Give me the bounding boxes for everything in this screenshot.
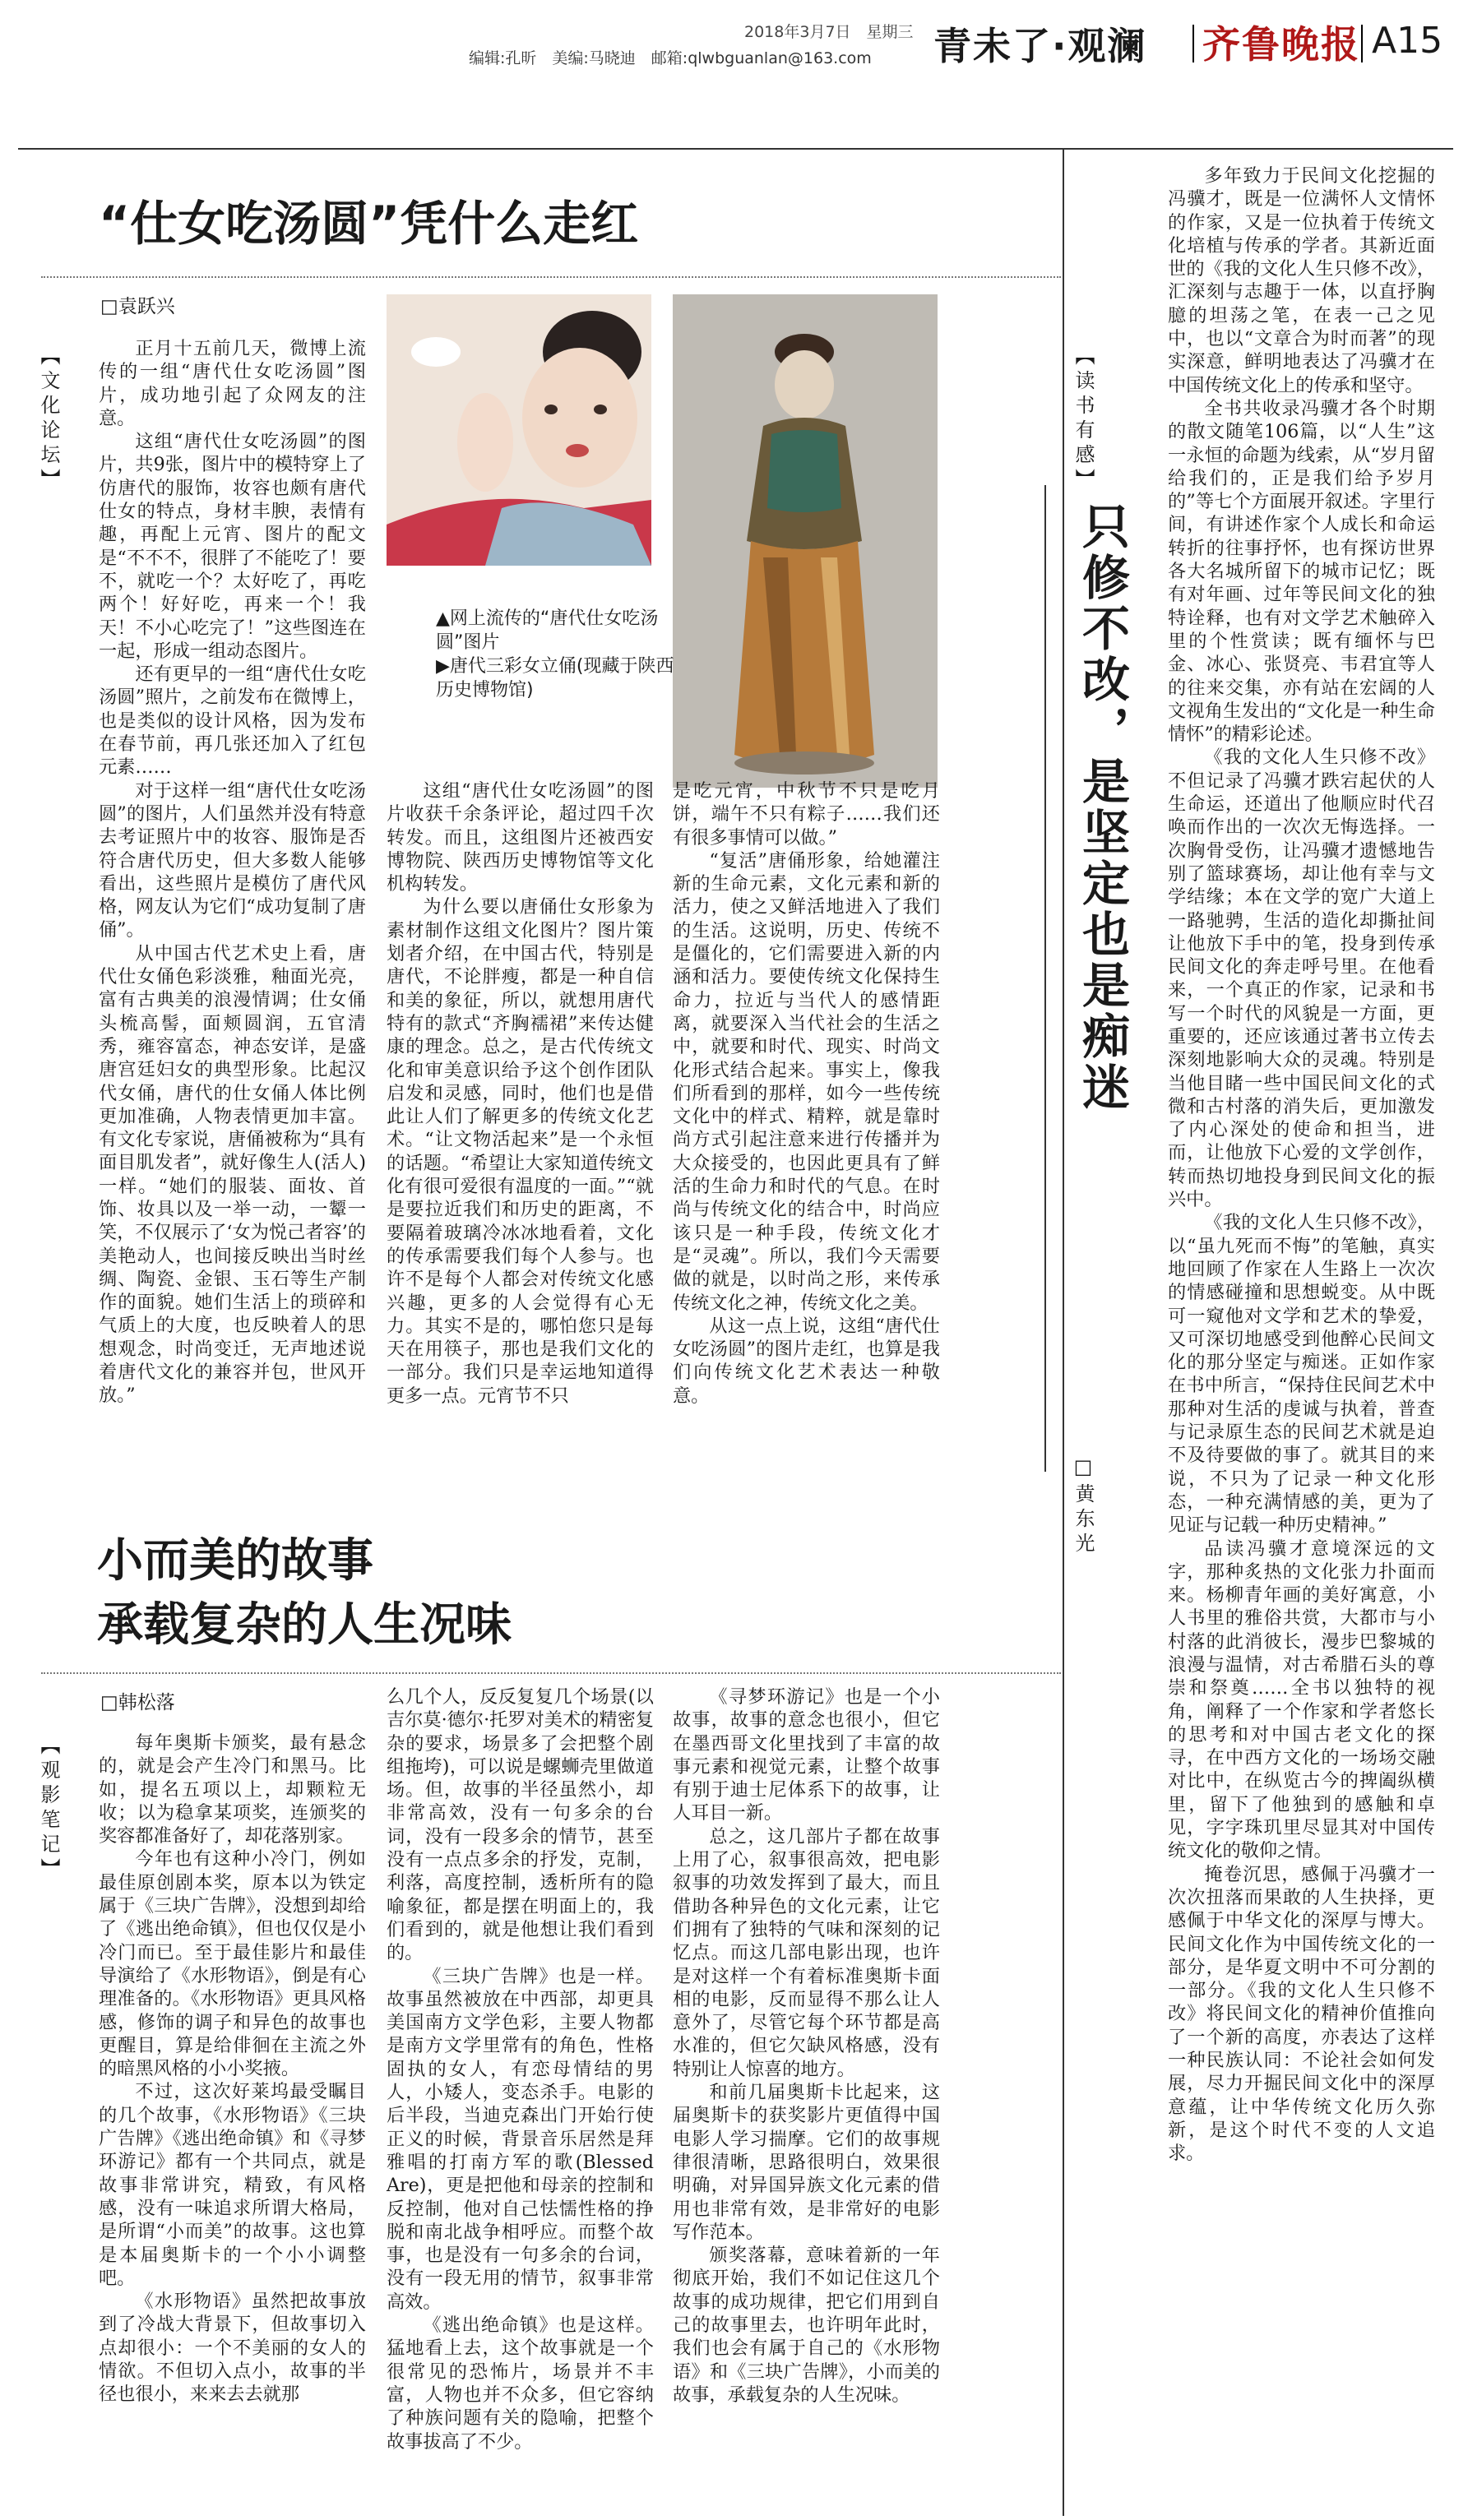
paragraph: 对于这样一组“唐代仕女吃汤圆”的图片，人们虽然并没有特意去考证照片中的妆容、服饰是否符合唐代历史，但大多数人能够看出，这些照片是模仿了唐代风格，网友认为它们“成功复制了唐俑”。 (99, 779, 366, 941)
paragraph: 正月十五前几天，微博上流传的一组“唐代仕女吃汤圆”图片，成功地引起了众网友的注意。 (99, 338, 366, 429)
issue-date: 2018年3月7日 星期三 (744, 23, 914, 41)
article3-column-tag: 【读书有感】 (1072, 345, 1095, 493)
article1-title: “仕女吃汤圆”凭什么走红 (99, 196, 639, 252)
paragraph: 是吃元宵，中秋节不只是吃月饼，端午不只有粽子……我们还有很多事情可以做。” (673, 780, 940, 848)
paragraph: 掩卷沉思，感佩于冯骥才一次次扭落而果敢的人生抉择，更感佩于中华文化的深厚与博大。民间文化作为中国传统文化的一部分，是华夏文明中不可分割的一部分。《我的文化人生只修不改》将民间文化的精神价值推向了一个新的高度，亦表达了这样一种民族认同：不论社会如何发展，尽力开掘民间文化中的深厚意蕴，让中华传统文化历久弥新，是这个时代不变的人文追求。 (1168, 1863, 1435, 2165)
paragraph: 从这一点上说，这组“唐代仕女吃汤圆”的图片走红，也算是我们向传统文化艺术表达一种敬意。 (673, 1315, 940, 1407)
article1-column-3 (673, 779, 940, 1408)
paragraph: 总之，这几部片子都在故事上用了心，叙事很高效，把电影叙事的功效发挥到了最大，而且借助各种异色的文化元素，让它们拥有了独特的气味和深刻的记忆点。而这几部电影出现，也许是对这样一个有着标准奥斯卡面相的电影，反而显得不那么让人意外了，尽管它每个环节都是高水准的，但它欠缺风格感，没有特别让人惊喜的地方。 (673, 1825, 940, 2080)
column-divider (1063, 148, 1064, 2516)
paragraph: 《三块广告牌》也是一样。故事虽然被放在中西部，却更具美国南方文学色彩，主要人物都是南方文学里常有的角色，性格固执的女人，有恋母情结的男人，小矮人，变态杀手。电影的后半段，当迪克森出门开始行使正义的时候，背景音乐居然是拜雅唱的打南方军的歌(Blessed Are)，更是把他和母亲的控制和反控制，他对自己怯懦性格的挣脱和南北战争相呼应。而整个故事，也是没有一句多余的台词，没有一段无用的情节，叙事非常高效。 (387, 1965, 654, 2313)
paragraph: 《我的文化人生只修不改》，以“虽九死而不悔”的笔触，真实地回顾了作家在人生路上一次次的情感碰撞和思想蜕变。从中既可一窥他对文学和艺术的挚爱，又可深切地感受到他醉心民间文化的那分坚定与痴迷。正如作家在书中所言，“保持住民间艺术中那种对生活的虔诚与执着，普查与记录原生态的民间艺术就是迫不及待要做的事了。就其目的来说，不只为了记录一种文化形态，一种充满情感的美，更为了见证与记载一种历史精神。” (1168, 1212, 1435, 1537)
article3-column (1168, 164, 1435, 2166)
paragraph: 颁奖落幕，意味着新的一年彻底开始，我们不如记住这几个故事的成功规律，把它们用到自己的故事里去，也许明年此时，我们也会有属于自己的《水形物语》和《三块广告牌》，小而美的故事，承载复杂的人生况味。 (673, 2245, 940, 2406)
editors-line: 编辑:孔昕 美编:马晓迪 邮箱:qlwbguanlan@163.com (469, 49, 872, 67)
article1-author: □袁跃兴 (100, 296, 175, 317)
newspaper-logo: 齐鲁晚报 (1202, 22, 1360, 67)
paragraph: 品读冯骥才意境深远的文字，那种炙热的文化张力扑面而来。杨柳青年画的美好寓意，小人书里的雅俗共赏，大都市与小村落的此消彼长，漫步巴黎城的浪漫与温情，对古希腊石头的尊崇和祭奠……全书以独特的视角，阐释了一个作家和学者悠长的思考和对中国古老文化的探寻，在中西方文化的一场场交融对比中，在纵览古今的捭阖纵横里，留下了他独到的感触和卓见，字字珠玑里尽显其对中国传统文化的敬仰之情。 (1168, 1537, 1435, 1862)
paragraph: 不过，这次好莱坞最受瞩目的几个故事，《水形物语》《三块广告牌》《逃出绝命镇》和《寻梦环游记》都有一个共同点，就是故事非常讲究，精致，有风格感，没有一味追求所谓大格局，是所谓“小而美”的故事。这也算是本届奥斯卡的一个小小调整吧。 (99, 2081, 366, 2289)
article2-author: □韩松落 (100, 1692, 175, 1713)
tangyuan-photo (387, 294, 651, 566)
section-title: 青未了·观澜 (933, 24, 1147, 68)
paragraph: 《水形物语》虽然把故事放到了冷战大背景下，但故事切入点却很小：一个不美丽的女人的情欲。不但切入点小，故事的半径也很小，来来去去就那 (99, 2291, 366, 2406)
photo-caption: ▲网上流传的“唐代仕女吃汤圆”图片 ▶唐代三彩女立俑(现藏于陕西历史博物馆) (436, 608, 674, 701)
article2-column-2 (387, 1685, 654, 2453)
title-rule (1044, 485, 1046, 1472)
paragraph: 多年致力于民间文化挖掘的冯骥才，既是一位满怀人文情怀的作家，又是一位执着于传统文化培植与传承的学者。其新近面世的《我的文化人生只修不改》，汇深刻与志趣于一体，以直抒胸臆的坦荡之笔，在表一己之见中，也以“文章合为时而著”的现实深意，鲜明地表达了冯骥才在中国传统文化上的传承和坚守。 (1168, 165, 1435, 396)
article1-column-1 (99, 337, 366, 1408)
article1-column-2 (387, 779, 654, 1408)
article2-title-line2: 承载复杂的人生况味 (97, 1598, 512, 1652)
paragraph: 和前几届奥斯卡比起来，这届奥斯卡的获奖影片更值得中国电影人学习揣摩。它们的故事规律很清晰，思路很明白，效果很明确，对异国异族文化元素的借用也非常有效，是非常好的电影写作范本。 (673, 2082, 940, 2243)
page-number: A15 (1372, 20, 1443, 62)
figurine-photo (673, 294, 938, 788)
article2-title-line1: 小而美的故事 (97, 1534, 373, 1588)
paragraph: 《寻梦环游记》也是一个小故事，故事的意念也很小，但它在墨西哥文化里找到了丰富的故事元素和视觉元素，让整个故事有别于迪士尼体系下的故事，让人耳目一新。 (673, 1686, 940, 1824)
article2-column-1 (99, 1732, 366, 2407)
article2-column-tag: 【观影笔记】 (37, 1735, 60, 1883)
header-divider (1192, 25, 1194, 62)
paragraph: “复活”唐俑形象，给她灌注新的生命元素，文化元素和新的活力，使之又鲜活地进入了我们的生活。这说明，历史、传统不是僵化的，它们需要进入新的内涵和活力。要使传统文化保持生命力，拉近与当代人的感情距离，就要深入当代社会的生活之中，就要和时代、现实、时尚文化形式结合起来。事实上，像我们所看到的那样，如今一些传统文化中的样式、精粹，就是靠时尚方式引起注意来进行传播并为大众接受的，也因此更具有了鲜活的生命力和时代的气息。在时尚与传统文化的结合中，时尚应该只是一种手段，传统文化才是“灵魂”。所以，我们今天需要做的就是，以时尚之形，来传承传统文化之神，传统文化之美。 (673, 849, 940, 1314)
paragraph: 这组“唐代仕女吃汤圆”的图片收获千余条评论，超过四千次转发。而且，这组图片还被西安博物院、陕西历史博物馆等文化机构转发。 (387, 780, 654, 895)
paragraph: 《我的文化人生只修不改》不但记录了冯骥才跌宕起伏的人生命运，还道出了他顺应时代召唤而作出的一次次无悔选择。一次胸骨受伤，让冯骥才遗憾地告别了篮球赛场，却让他有幸与文学结缘；本在文学的宽广大道上一路驰骋，生活的造化却撕扯间让他放下手中的笔，投身到传承民间文化的奔走呼号里。在他看来，一个真正的作家，记录和书写一个时代的风貌是一方面，更重要的，还应该通过著书立传去深刻地影响大众的灵魂。特别是当他目睹一些中国民间文化的式微和古村落的消失后，更加激发了内心深处的使命和担当，进而，让他放下心爱的文学创作，转而热切地投身到民间文化的振兴中。 (1168, 747, 1435, 1211)
article2-column-3 (673, 1685, 940, 2407)
article3-author: □黄东光 (1072, 1455, 1095, 1557)
paragraph: 每年奥斯卡颁奖，最有悬念的，就是会产生冷门和黑马。比如，提名五项以上，却颗粒无收；以为稳拿某项奖，连颁奖的奖容都准备好了，却花落别家。 (99, 1732, 366, 1847)
article1-column-tag: 【文化论坛】 (37, 345, 60, 493)
paragraph: 从中国古代艺术史上看，唐代仕女俑色彩淡雅，釉面光亮，富有古典美的浪漫情调；仕女俑头梳高髻，面颊圆润，五官清秀，雍容富态，神态安详，是盛唐宫廷妇女的典型形象。比起汉代女俑，唐代的仕女俑人体比例更加准确，人物表情更加丰富。有文化专家说，唐俑被称为“具有面目肌发者”，就好像生人(活人)一样。“她们的服装、面妆、首饰、妆具以及一举一动，一颦一笑，不仅展示了‘女为悦己者容’的美艳动人，也间接反映出当时丝绸、陶瓷、金银、玉石等生产制作的面貌。她们生活上的琐碎和气质上的大度，也反映着人的思想观念，时尚变迁，无声地述说着唐代文化的兼容并包，世风开放。” (99, 942, 366, 1407)
paragraph: 还有更早的一组“唐代仕女吃汤圆”照片，之前发布在微博上，也是类似的设计风格，因为发布在春节前，再几张还加入了红包元素…… (99, 664, 366, 779)
paragraph: 么几个人，反反复复几个场景(以吉尔莫·德尔·托罗对美术的精密复杂的要求，场景多了会把整个剧组拖垮)，可以说是螺蛳壳里做道场。但，故事的半径虽然小，却非常高效，没有一句多余的台词，没有一段多余的情节，甚至没有一点点多余的抒发，克制，利落，高度控制，透析所有的隐喻象征，都是摆在明面上的，我们看到的，就是他想让我们看到的。 (387, 1686, 654, 1964)
article2-title (97, 1529, 512, 1658)
paragraph: 这组“唐代仕女吃汤圆”的图片，共9张，图片中的模特穿上了仿唐代的服饰，妆容也颇有唐代仕女的特点，身材丰腴，表情有趣，再配上元宵、图片的配文是“不不不，很胖了不能吃了！要不，就吃一个？太好吃了，再吃两个！好好吃，再来一个！我天！不小心吃完了！”这些图连在一起，形成一组动态图片。 (99, 431, 366, 662)
paragraph: 《逃出绝命镇》也是这样。猛地看上去，这个故事就是一个很常见的恐怖片，场景并不丰富，人物也并不众多，但它容纳了种族问题有关的隐喻，把整个故事拔高了不少。 (387, 2314, 654, 2453)
paragraph: 全书共收录冯骥才各个时期的散文随笔106篇，以“人生”这一永恒的命题为线索，从“岁月留给我们的，正是我们给予岁月的”等七个方面展开叙述。字里行间，有讲述作家个人成长和命运转折的往事抒怀，也有探访世界各大名城所留下的城市记忆；既有对年画、过年等民间文化的独特诠释，也有对文学艺术触碎入里的个性赏读；既有缅怀与巴金、冰心、张贤亮、韦君宜等人的往来交集，亦有站在宏阔的人文视角生发出的“文化是一种生命情怀”的精彩论述。 (1168, 397, 1435, 746)
header-rule (18, 148, 1453, 150)
paragraph: 为什么要以唐俑仕女形象为素材制作这组文化图片？图片策划者介绍，在中国古代，特别是唐代，不论胖瘦，都是一种自信和美的象征，所以，就想用唐代特有的款式“齐胸襦裙”来传达健康的理念。总之，是古代传统文化和审美意识给予这个创作团队启发和灵感，同时，他们也是借此让人们了解更多的传统文化艺术。“让文物活起来”是一个永恒的话题。“希望让大家知道传统文化有很可爱很有温度的一面。”“就是要拉近我们和历史的距离，不要隔着玻璃冷冰冰地看着，文化的传承需要我们每个人参与。也许不是每个人都会对传统文化感兴趣，更多的人会觉得有心无力。其实不是的，哪怕您只是每天在用筷子，那也是我们文化的一部分。我们只是幸运地知道得更多一点。元宵节不只 (387, 896, 654, 1407)
paragraph: 今年也有这种小冷门，例如最佳原创剧本奖，原本以为铁定属于《三块广告牌》，没想到却给了《逃出绝命镇》，但也仅仅是小冷门而已。至于最佳影片和最佳导演给了《水形物语》，倒是有心理准备的。《水形物语》更具风格感，修饰的调子和异色的故事也更醒目，算是给俳徊在主流之外的暗黑风格的小小奖掖。 (99, 1848, 366, 2080)
dotted-divider (41, 1672, 1061, 1674)
article3-title: 只修不改，是坚定也是痴迷 (1074, 502, 1130, 1113)
dotted-divider (41, 276, 1061, 278)
header-divider (1361, 25, 1363, 62)
